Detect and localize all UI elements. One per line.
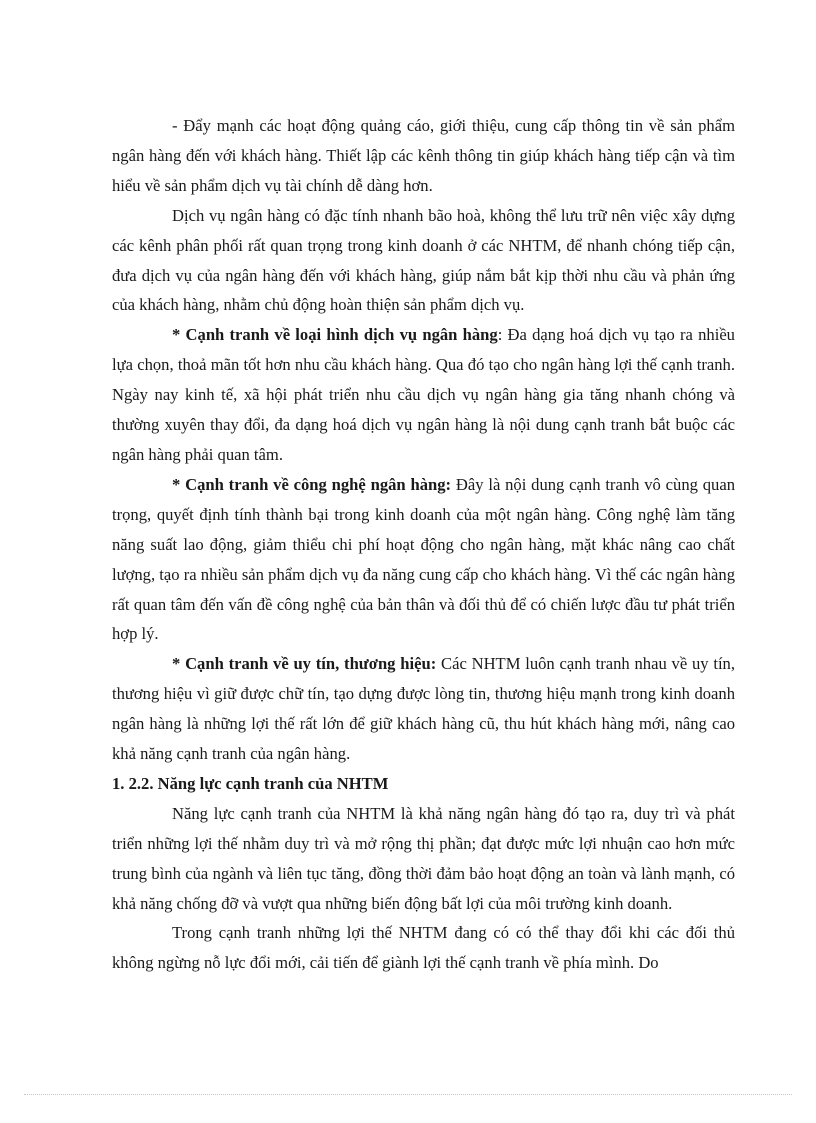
paragraph <box>112 470 735 649</box>
paragraph-lead: * Cạnh tranh về công nghệ ngân hàng: <box>172 474 452 494</box>
paragraph-lead: * Cạnh tranh về uy tín, thương hiệu: <box>172 654 437 674</box>
paragraph-text: Trong cạnh tranh những lợi thế NHTM đang có có thể thay đổi khi các đối thủ không ngừng nỗ lực đổi mới, cải tiến để giành lợi thế cạnh tranh về phía mình. Do <box>112 923 735 973</box>
paragraph-text: Các NHTM luôn cạnh tranh nhau về uy tín, thương hiệu vì giữ được chữ tín, tạo dựng được lòng tin, thương hiệu mạnh trong kinh doanh ngân hàng là những lợi thế rất lớn để giữ khách hàng cũ, thu hút khách hàng mới, nâng cao khả năng cạnh tranh của ngân hàng. <box>112 654 736 764</box>
document-body <box>112 111 735 978</box>
paragraph-text: : Đa dạng hoá dịch vụ tạo ra nhiều lựa chọn, thoả mãn tốt hơn nhu cầu khách hàng. Qua đó tạo cho ngân hàng lợi thế cạnh tranh. Ngày nay kinh tế, xã hội phát triển nhu cầu dịch vụ ngân hàng gia tăng nhanh chóng và thường xuyên thay đổi, đa dạng hoá dịch vụ ngân hàng là nội dung cạnh tranh bắt buộc các ngân hàng phải quan tâm. <box>112 325 735 464</box>
section-heading: 1. 2.2. Năng lực cạnh tranh của NHTM <box>112 773 389 793</box>
page-footer-divider <box>24 1094 792 1095</box>
paragraph-text: Đây là nội dung cạnh tranh vô cùng quan trọng, quyết định tính thành bại trong kinh doanh của một ngân hàng. Công nghệ làm tăng năng suất lao động, giảm thiểu chi phí hoạt động cho ngân hàng, mặt khác nâng cao chất lượng, tạo ra nhiều sản phẩm dịch vụ đa năng cung cấp cho khách hàng. Vì thế các ngân hàng rất quan tâm đến vấn đề công nghệ của bản thân và đối thủ để có chiến lược đầu tư phát triển hợp lý. <box>112 474 735 644</box>
paragraph <box>112 918 735 978</box>
paragraph-text: - Đẩy mạnh các hoạt động quảng cáo, giới thiệu, cung cấp thông tin về sản phẩm ngân hàng đến với khách hàng. Thiết lập các kênh thông tin giúp khách hàng tiếp cận và tìm hiểu về sản phẩm dịch vụ tài chính dễ dàng hơn. <box>112 116 735 195</box>
paragraph <box>112 799 735 919</box>
paragraph <box>112 111 735 201</box>
paragraph <box>112 201 735 321</box>
paragraph <box>112 320 735 470</box>
paragraph <box>112 649 735 769</box>
paragraph-lead: * Cạnh tranh về loại hình dịch vụ ngân hàng <box>172 325 498 345</box>
paragraph-text: Năng lực cạnh tranh của NHTM là khả năng ngân hàng đó tạo ra, duy trì và phát triển những lợi thế nhằm duy trì và mở rộng thị phần; đạt được mức lợi nhuận cao hơn mức trung bình của ngành và liên tục tăng, đồng thời đảm bảo hoạt động an toàn và lành mạnh, có khả năng chống đỡ và vượt qua những biến động bất lợi của môi trường kinh doanh. <box>112 803 735 913</box>
paragraph-text: Dịch vụ ngân hàng có đặc tính nhanh bão hoà, không thể lưu trữ nên việc xây dựng các kênh phân phối rất quan trọng trong kinh doanh ở các NHTM, để nhanh chóng tiếp cận, đưa dịch vụ của ngân hàng đến với khách hàng, giúp nắm bắt kịp thời nhu cầu và phản ứng của khách hàng, nhằm chủ động hoàn thiện sản phẩm dịch vụ. <box>112 205 735 315</box>
